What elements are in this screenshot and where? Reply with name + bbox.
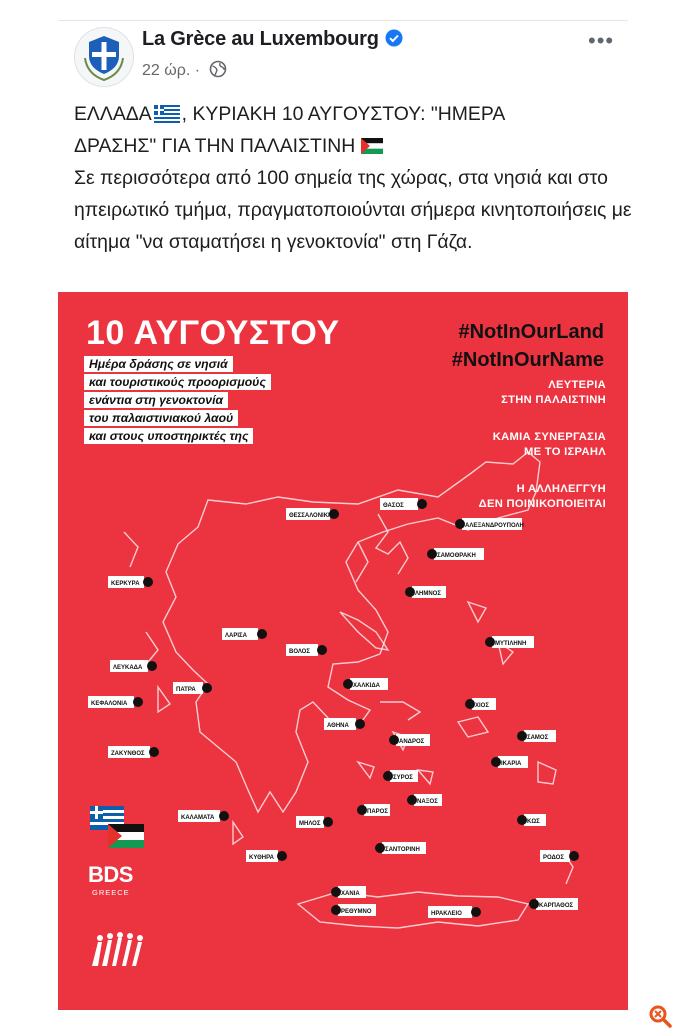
post-text-headline — [74, 98, 634, 162]
marker — [529, 898, 578, 910]
subtitle-line: ενάντια στη γενοκτονία — [84, 392, 228, 408]
slogan-line: ΣΤΗΝ ΠΑΛΑΙΣΤΙΝΗ — [501, 394, 606, 406]
poster-hashtags — [452, 318, 604, 374]
marker — [178, 810, 229, 822]
post-time[interactable]: 22 ώρ. — [142, 62, 191, 79]
marker — [407, 794, 442, 806]
map-label-ΚΕΦΑΛΟΝΙΑ: ΚΕΦΑΛΟΝΙΑ — [91, 701, 128, 707]
map-label-ΠΑΡΟΣ: ΠΑΡΟΣ — [367, 809, 388, 815]
marker — [380, 498, 427, 510]
subtitle-line: και στους υποστηρικτές της — [84, 428, 253, 444]
more-options-button[interactable]: ••• — [588, 28, 615, 53]
marker — [389, 734, 430, 746]
marker — [108, 576, 153, 588]
poster-subtitle — [84, 356, 384, 446]
slogan-line: ΔΕΝ ΠΟΙΝΙΚΟΠΟΙΕΙΤΑΙ — [478, 498, 606, 510]
subtitle-line: Ημέρα δράσης σε νησιά — [84, 356, 233, 372]
poster-title: 10 ΑΥΓΟΥΣΤΟΥ — [86, 314, 340, 352]
post-text — [74, 98, 634, 258]
slogan — [479, 378, 606, 408]
map-label-ΣΑΜΟΘΡΑΚΗ: ΣΑΜΟΘΡΑΚΗ — [437, 553, 476, 559]
feed-divider — [58, 20, 628, 21]
slogan-line: Η ΑΛΛΗΛΕΓΓΥΗ — [516, 483, 606, 495]
marker — [357, 804, 390, 816]
map-label-ΜΗΛΟΣ: ΜΗΛΟΣ — [299, 821, 321, 827]
marker — [110, 660, 157, 672]
map-label-ΣΥΡΟΣ: ΣΥΡΟΣ — [393, 775, 413, 781]
map-label-ΚΥΘΗΡΑ: ΚΥΘΗΡΑ — [249, 855, 274, 861]
marker — [517, 730, 556, 742]
map-label-ΙΚΑΡΙΑ: ΙΚΑΡΙΑ — [501, 761, 522, 767]
map-label-ΧΑΛΚΙΔΑ: ΧΑΛΚΙΔΑ — [353, 683, 380, 689]
headline-part-2: , ΚΥΡΙΑΚΗ 10 ΑΥΓΟΥΣΤΟΥ: "ΗΜΕΡΑ — [181, 103, 506, 125]
map-label-ΚΑΛΑΜΑΤΑ: ΚΑΛΑΜΑΤΑ — [181, 815, 215, 821]
map-label-ΑΛΕΞΑΝΔΡΟΥΠΟΛΗ: ΑΛΕΞΑΝΔΡΟΥΠΟΛΗ — [465, 523, 524, 529]
subtitle-line: και τουριστικούς προορισμούς — [84, 374, 271, 390]
headline-part-1: ΕΛΛΑΔΑ — [74, 103, 152, 125]
slogan — [479, 482, 606, 512]
marker — [222, 628, 267, 640]
post-text-body: Σε περισσότερα από 100 σημεία της χώρας, στα νησιά και στο ηπειρωτικό τμήμα, πραγματοποιούνται σήμερα κινητοποιήσεις με αίτημα "να σταματήσει η γενοκτονία" στη Γάζα. — [74, 167, 632, 253]
marker — [88, 696, 143, 708]
map-label-ΠΑΤΡΑ: ΠΑΤΡΑ — [176, 687, 196, 693]
greek-palestinian-flags-icon — [88, 802, 148, 854]
post-image-poster[interactable] — [58, 292, 628, 1010]
map-label-ΒΟΛΟΣ: ΒΟΛΟΣ — [289, 649, 310, 655]
map-label-ΑΘΗΝΑ: ΑΘΗΝΑ — [327, 723, 349, 729]
marker — [331, 886, 366, 898]
map-label-ΜΥΤΙΛΗΝΗ: ΜΥΤΙΛΗΝΗ — [495, 641, 527, 647]
map-label-ΚΩΣ: ΚΩΣ — [527, 819, 540, 825]
globe-icon — [209, 60, 227, 78]
map-label-ΚΑΡΠΑΘΟΣ: ΚΑΡΠΑΘΟΣ — [539, 903, 574, 909]
page-name[interactable] — [142, 28, 403, 51]
map-label-ΚΕΡΚΥΡΑ: ΚΕΡΚΥΡΑ — [111, 581, 140, 587]
marker — [324, 718, 365, 730]
palestinian-flag-icon — [361, 138, 383, 154]
marker — [246, 850, 287, 862]
map-label-ΗΡΑΚΛΕΙΟ: ΗΡΑΚΛΕΙΟ — [431, 911, 462, 917]
map-label-ΡΕΘΥΜΝΟ: ΡΕΘΥΜΝΟ — [341, 909, 372, 915]
marker — [343, 678, 388, 690]
map-label-ΛΑΡΙΣΑ: ΛΑΡΙΣΑ — [225, 633, 247, 639]
slogan-line: ΜΕ ΤΟ ΙΣΡΑΗΛ — [523, 446, 606, 458]
marker — [108, 746, 159, 758]
marker — [375, 842, 426, 854]
map-label-ΘΑΣΟΣ: ΘΑΣΟΣ — [383, 503, 404, 509]
meta-separator: · — [194, 62, 201, 79]
marker — [465, 698, 496, 710]
verified-badge-icon — [385, 29, 403, 47]
watermark-logo-icon — [648, 1004, 672, 1028]
crowd-logo-icon — [88, 932, 150, 972]
map-label-ΛΗΜΝΟΣ: ΛΗΜΝΟΣ — [415, 591, 441, 597]
map-label-ΖΑΚΥΝΘΟΣ: ΖΑΚΥΝΘΟΣ — [111, 751, 145, 757]
page-name-link[interactable]: La Grèce au Luxembourg — [142, 28, 379, 50]
hashtag: #NotInOurName — [451, 349, 604, 371]
headline-part-3: ΔΡΑΣΗΣ" ΓΙΑ ΤΗΝ ΠΑΛΑΙΣΤΙΝΗ — [74, 135, 356, 157]
marker — [331, 904, 376, 916]
map-label-ΣΑΜΟΣ: ΣΑΜΟΣ — [527, 735, 549, 741]
marker — [428, 906, 481, 918]
map-label-ΧΑΝΙΑ: ΧΑΝΙΑ — [341, 891, 360, 897]
bds-logo: BDS — [88, 862, 133, 887]
map-markers — [88, 498, 579, 918]
hashtag: #NotInOurLand — [458, 321, 604, 343]
slogan-line: ΚΑΜΙΑ ΣΥΝΕΡΓΑΣΙΑ — [492, 431, 606, 443]
greek-flag-icon — [154, 105, 180, 123]
coat-of-arms-icon — [75, 28, 133, 86]
marker — [540, 850, 579, 862]
marker — [286, 508, 339, 520]
map-label-ΣΑΝΤΟΡΙΝΗ: ΣΑΝΤΟΡΙΝΗ — [385, 847, 420, 853]
slogan — [479, 430, 606, 460]
map-label-ΡΟΔΟΣ: ΡΟΔΟΣ — [543, 855, 564, 861]
marker — [173, 682, 212, 694]
map-label-ΝΑΞΟΣ: ΝΑΞΟΣ — [417, 799, 438, 805]
map-label-ΑΝΔΡΟΣ: ΑΝΔΡΟΣ — [399, 739, 425, 745]
marker — [517, 814, 546, 826]
map-label-ΛΕΥΚΑΔΑ: ΛΕΥΚΑΔΑ — [113, 665, 143, 671]
marker — [491, 756, 528, 768]
marker — [296, 816, 333, 828]
marker — [286, 644, 327, 656]
bds-logo-subtitle: GREECE — [92, 888, 130, 897]
marker — [427, 548, 484, 560]
map-label-ΧΙΟΣ: ΧΙΟΣ — [475, 703, 489, 709]
post-meta — [142, 60, 227, 80]
marker — [383, 770, 418, 782]
map-label-ΘΕΣΣΑΛΟΝΙΚΗ: ΘΕΣΣΑΛΟΝΙΚΗ — [289, 513, 333, 519]
poster-slogans — [479, 378, 606, 534]
page-avatar[interactable] — [74, 27, 134, 87]
slogan-line: ΛΕΥΤΕΡΙΑ — [548, 379, 606, 391]
marker — [405, 586, 446, 598]
marker — [485, 636, 534, 648]
subtitle-line: του παλαιστινιακού λαού — [84, 410, 238, 426]
